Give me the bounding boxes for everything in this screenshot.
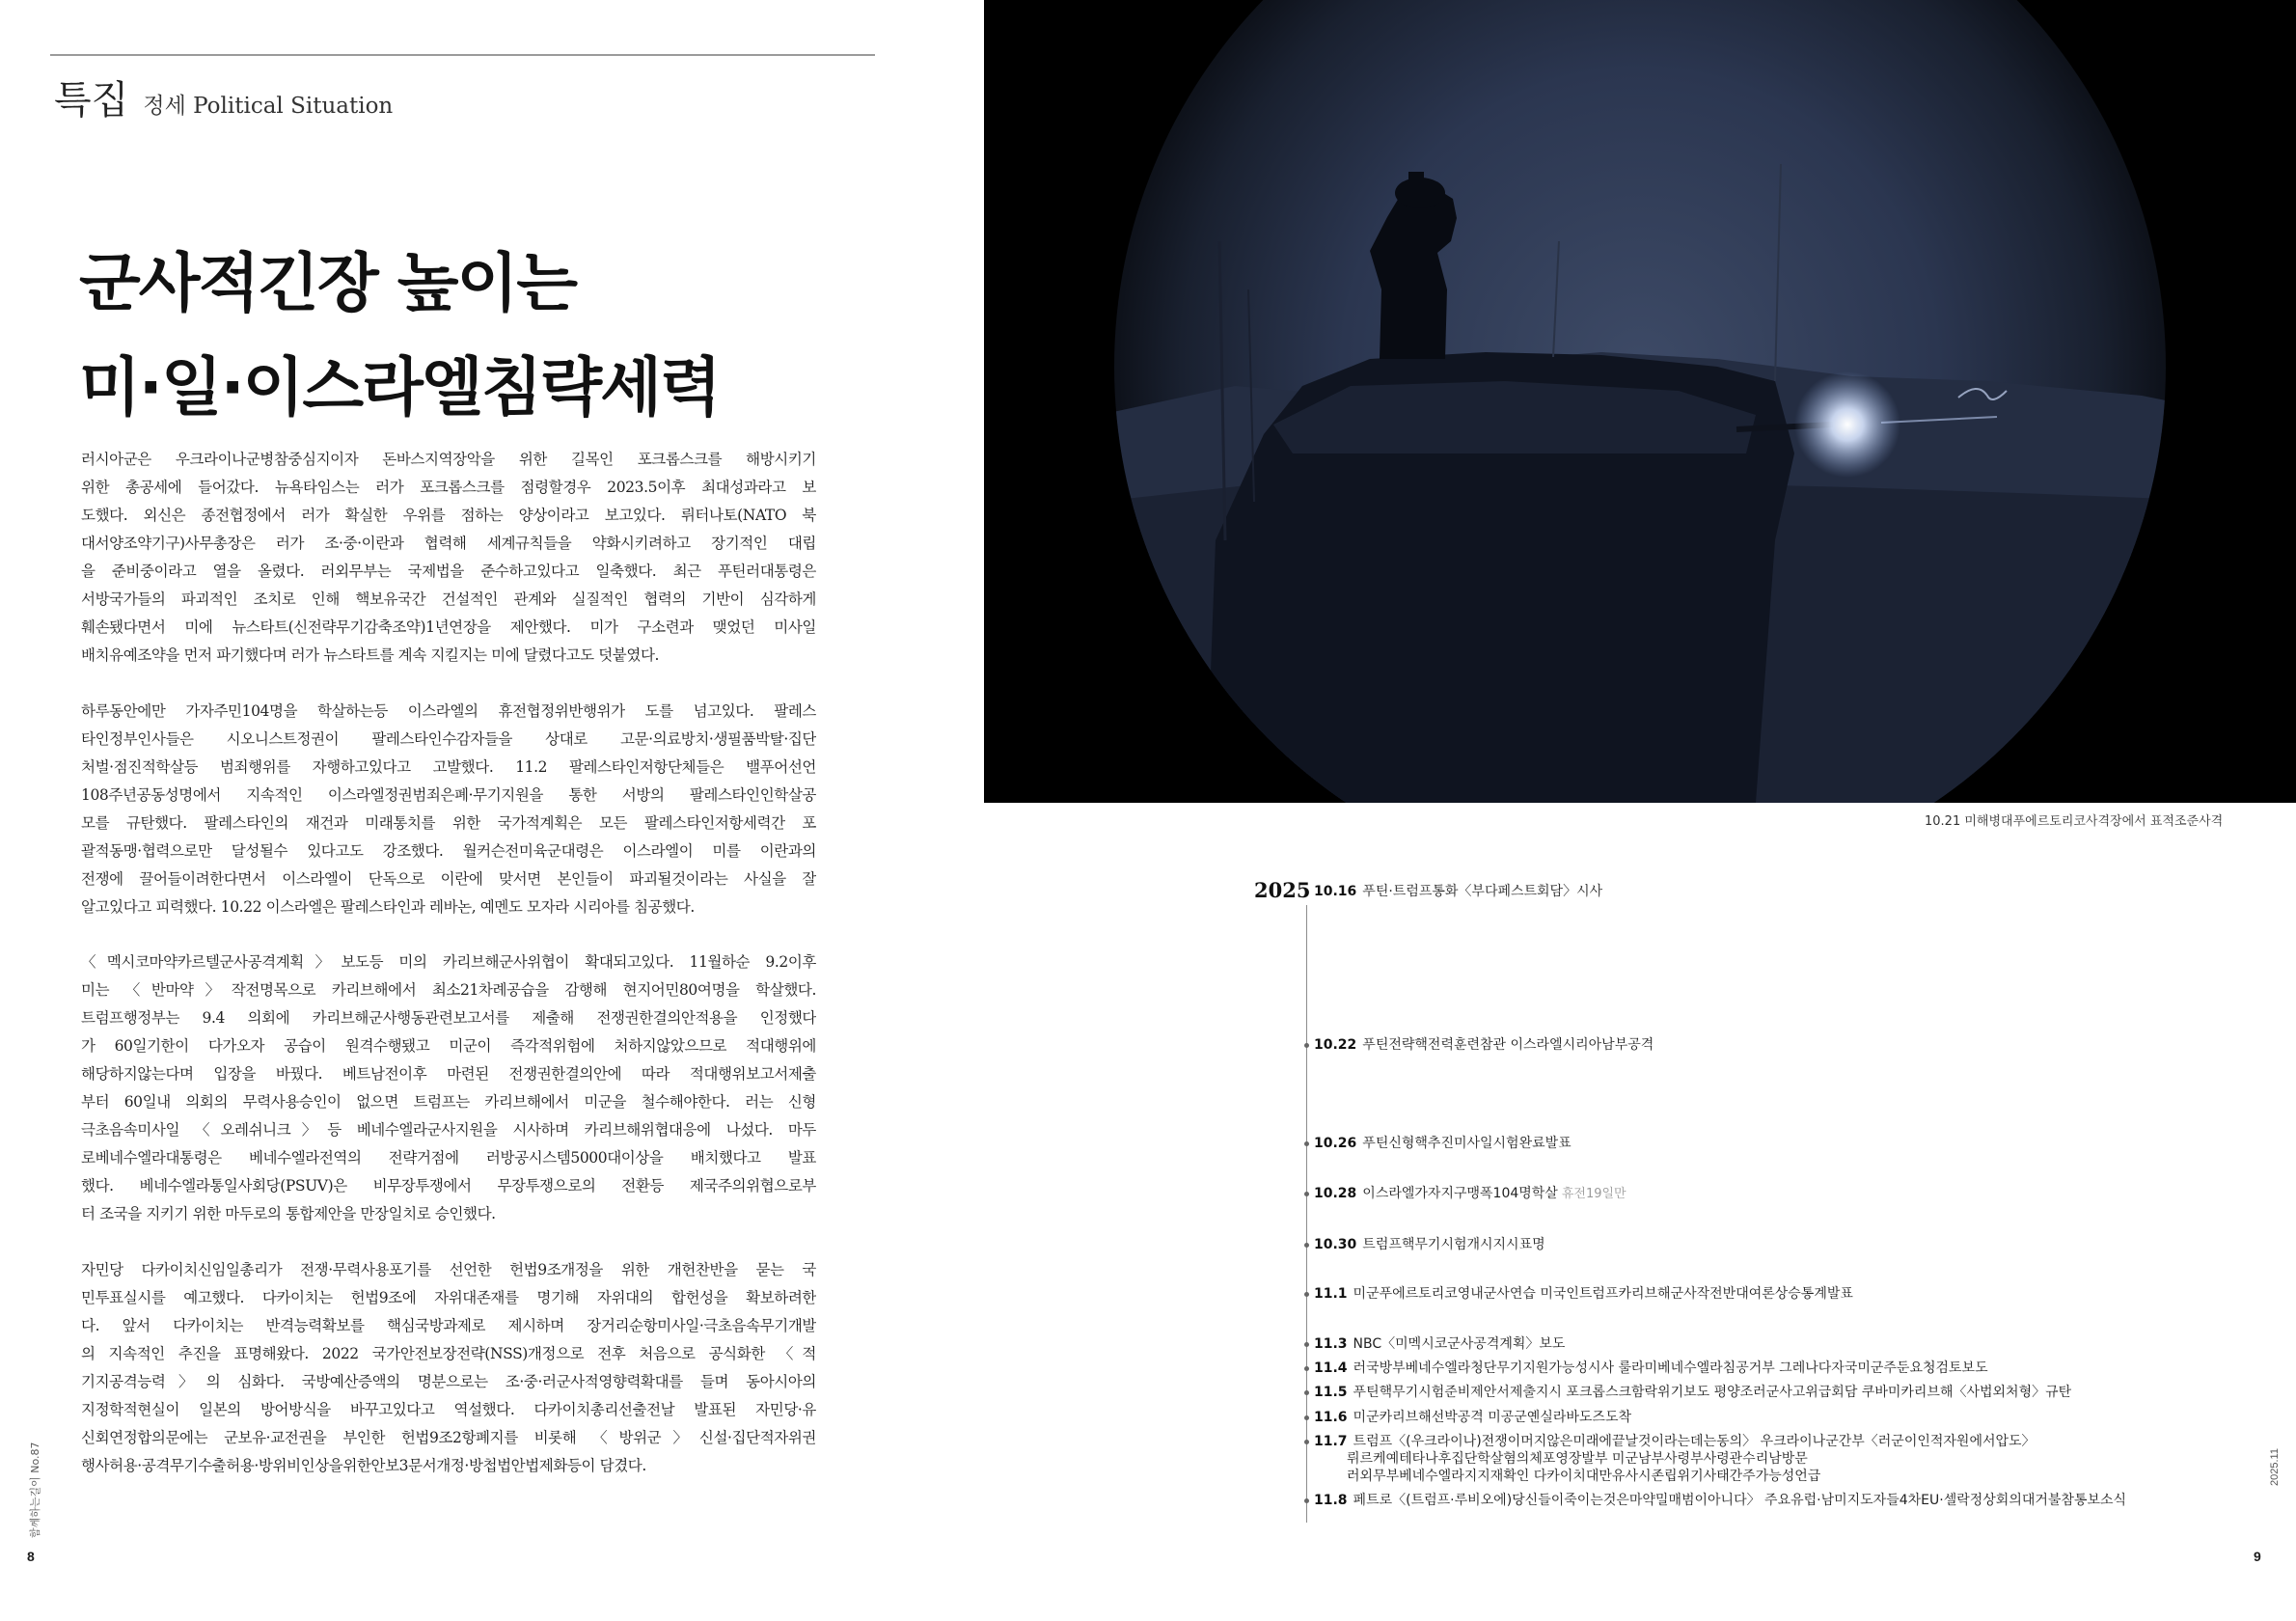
- text-line: 훼손됐다면서 미에 뉴스타트(신전략무기감축조약)1년연장을 제안했다. 미가 구소련과 맺었던 미사일: [81, 618, 816, 636]
- timeline-dot: [1304, 1342, 1309, 1347]
- text-line: 의 지속적인 추진을 표명해왔다. 2022 국가안전보장전략(NSS)개정으로 전후 처음으로 공식화한 〈적: [81, 1344, 816, 1362]
- text-line: 처벌·점진적학살등 범죄행위를 자행하고있다고 고발했다. 11.2 팔레스타인저항단체들은 밸푸어선언: [81, 757, 816, 776]
- text-line: 서방국가들의 파괴적인 조치로 인해 핵보유국간 건설적인 관계와 실질적인 협력의 기반이 심각하게: [81, 591, 816, 608]
- text-line: 미는 〈반마약〉작전명목으로 카리브해에서 최소21차례공습을 감행해 현지어민80여명을 학살했다.: [81, 981, 816, 999]
- text-line: 로베네수엘라대통령은 베네수엘라전역의 전략거점에 러방공시스템5000대이상을 배치했다고 발표: [81, 1149, 816, 1167]
- event-text: 푸틴핵무기시험준비제안서제출지시 포크롭스크함락위기보도 평양조러군사고위급회담 쿠바미카리브해〈사법외처형〉규탄: [1353, 1385, 2072, 1400]
- timeline-year: 2025: [1254, 878, 1311, 902]
- headline-line-2: 미·일·이스라엘침략세력: [79, 350, 720, 425]
- timeline-dot: [1304, 1141, 1309, 1146]
- text-line: 트럼프행정부는 9.4 의회에 카리브해군사행동관련보고서를 제출해 전쟁권한결의안적용을 인정했다: [81, 1009, 816, 1027]
- text-line: 해당하지않는다며 입장을 바꿨다. 베트남전이후 마련된 전쟁권한결의안에 따라 적대행위보고서제출: [81, 1065, 816, 1083]
- text-line: 러시아군은 우크라이나군병참중심지이자 돈바스지역장악을 위한 길목인 포크롭스크를 해방시키기: [81, 451, 816, 468]
- timeline-event: [1314, 1036, 1654, 1054]
- header-rule: [50, 54, 875, 56]
- timeline-dot: [1304, 1390, 1309, 1395]
- event-text: 이스라엘가자지구맹폭104명학살: [1362, 1186, 1558, 1201]
- event-date: 10.28: [1314, 1186, 1357, 1201]
- timeline-dot: [1304, 1498, 1309, 1503]
- timeline-event: [1314, 1335, 1565, 1353]
- spine-label-right: 2025.11: [2269, 1448, 2281, 1486]
- event-date: 10.30: [1314, 1237, 1357, 1252]
- paragraph-2: [81, 698, 816, 921]
- text-line: 극초음속미사일 〈오레쉬니크〉등 베네수엘라군사지원을 시사하며 카리브해위협대응에 나섰다. 마두: [81, 1121, 816, 1139]
- timeline-dot: [1304, 1440, 1309, 1444]
- event-date: 11.3: [1314, 1336, 1348, 1352]
- event-date: 10.26: [1314, 1136, 1357, 1151]
- timeline-event: [1314, 1285, 1853, 1303]
- timeline-event: [1314, 1492, 2126, 1509]
- event-text: 푸틴·트럼프통화〈부다페스트회담〉시사: [1362, 884, 1603, 899]
- event-date: 10.16: [1314, 884, 1357, 899]
- timeline-event: [1314, 1135, 1572, 1152]
- text-line: 모를 규탄했다. 팔레스타인의 재건과 미래통치를 위한 국가적계획은 모든 팔레스타인저항세력간 포: [81, 813, 816, 832]
- timeline-event: [1314, 1409, 1631, 1426]
- timeline-event: [1314, 1360, 1988, 1377]
- timeline-event: [1314, 1185, 1626, 1203]
- text-line: 지정학적현실이 일본의 방어방식을 바꾸고있다고 역설했다. 다카이치총리선출전날 발표된 자민당·유: [81, 1400, 816, 1418]
- text-line: 〈멕시코마약카르텔군사공격계획〉보도등 미의 카리브해군사위협이 확대되고있다. 11월하순 9.2이후: [81, 953, 816, 971]
- photo-illustration: [984, 0, 2296, 803]
- text-line: 자민당 다카이치신임일총리가 전쟁·무력사용포기를 선언한 헌법9조개정을 위한 개헌찬반을 묻는 국: [81, 1260, 816, 1278]
- timeline-event: [1314, 1384, 2071, 1401]
- text-line: 타인정부인사들은 시오니스트정권이 팔레스타인수감자들을 상대로 고문·의료방치·생필품박탈·집단: [81, 729, 816, 748]
- event-date: 10.22: [1314, 1037, 1357, 1053]
- section-subtitle: 정세 Political Situation: [143, 94, 394, 119]
- photo-caption: 10.21 미해병대푸에르토리코사격장에서 표적조준사격: [1925, 814, 2224, 829]
- event-date: 11.4: [1314, 1360, 1348, 1376]
- text-line: 배치유예조약을 먼저 파기했다며 러가 뉴스타트를 계속 지킬지는 미에 달렸다고도 덧붙였다.: [81, 646, 660, 664]
- event-text: NBC〈미멕시코군사공격계획〉보도: [1353, 1336, 1566, 1352]
- event-text: 미군카리브해선박공격 미공군옌실라바도즈도착: [1353, 1410, 1631, 1425]
- timeline-axis: [1306, 905, 1307, 1523]
- event-text: 푸틴전략핵전력훈련참관 이스라엘시리아남부공격: [1362, 1037, 1654, 1053]
- timeline-event: [1314, 883, 1602, 900]
- text-line: 터 조국을 지키기 위한 마두로의 통합제안을 만장일치로 승인했다.: [81, 1205, 496, 1223]
- text-line: 신회연정합의문에는 군보유·교전권을 부인한 헌법9조2항폐지를 비롯해 〈방위군〉신설·집단적자위권: [81, 1428, 816, 1446]
- text-line: 위한 총공세에 들어갔다. 뉴욕타임스는 러가 포크롭스크를 점령할경우 2023.5이후 최대성과라고 보: [81, 479, 816, 496]
- text-line: 민투표실시를 예고했다. 다카이치는 헌법9조에 자위대존재를 명기해 자위대의 합헌성을 확보하려한: [81, 1288, 816, 1306]
- section-title: 특집: [54, 78, 129, 123]
- page-number-left: 8: [27, 1549, 35, 1564]
- paragraph-4: [81, 1256, 816, 1480]
- event-text: 러국방부베네수엘라청단무기지원가능성시사 룰라미베네수엘라침공거부 그레나다자국미군주둔요청검토보도: [1353, 1360, 1988, 1376]
- event-date: 11.7: [1314, 1434, 1348, 1449]
- text-line: 을 준비중이라고 열을 올렸다. 러외무부는 국제법을 준수하고있다고 일축했다. 최근 푸틴러대통령은: [81, 563, 816, 580]
- event-text: 푸틴신형핵추진미사일시험완료발표: [1362, 1136, 1572, 1151]
- text-line: 알고있다고 피력했다. 10.22 이스라엘은 팔레스타인과 레바논, 예멘도 모자라 시리아를 침공했다.: [81, 897, 695, 916]
- paragraph-1: [81, 446, 816, 670]
- text-line: 다. 앞서 다카이치는 반격능력확보를 핵심국방과제로 제시하며 장거리순항미사일·극초음속무기개발: [81, 1316, 816, 1334]
- night-vision-photo: [984, 0, 2296, 803]
- text-line: 부터 60일내 의회의 무력사용승인이 없으면 트럼프는 카리브해에서 미군을 철수해야한다. 러는 신형: [81, 1093, 816, 1111]
- paragraph-3: [81, 948, 816, 1228]
- text-line: 대서양조약기구)사무총장은 러가 조·중·이란과 협력해 세계규칙들을 약화시키려하고 장기적인 대립: [81, 535, 816, 552]
- event-continuation: 러외무부베네수엘라지지재확인 다카이치대만유사시존립위기사태간주가능성언급: [1347, 1469, 1821, 1484]
- event-date: 11.8: [1314, 1493, 1348, 1508]
- text-line: 가 60일기한이 다가오자 공습이 원격수행됐고 미군이 즉각적위험에 처하지않았으므로 적대행위에: [81, 1037, 816, 1055]
- event-note: 휴전19일만: [1561, 1187, 1626, 1201]
- event-text: 미군푸에르토리코영내군사연습 미국인트럼프카리브해군사작전반대여론상승통계발표: [1353, 1286, 1853, 1302]
- text-line: 108주년공동성명에서 지속적인 이스라엘정권범죄은폐·무기지원을 통한 서방의 팔레스타인인학살공: [81, 785, 816, 804]
- text-line: 기지공격능력〉의 심화다. 국방예산증액의 명분으로는 조·중·러군사적영향력확대를 들며 동아시아의: [81, 1372, 816, 1390]
- timeline-dot: [1304, 1292, 1309, 1297]
- event-date: 11.1: [1314, 1286, 1348, 1302]
- text-line: 행사허용·공격무기수출허용·방위비인상을위한안보3문서개정·방첩법안법제화등이 담겼다.: [81, 1456, 646, 1474]
- text-line: 했다. 베네수엘라통일사회당(PSUV)은 비무장투쟁에서 무장투쟁으로의 전환등 제국주의위협으로부: [81, 1177, 816, 1195]
- article-headline: [79, 232, 870, 440]
- event-text: 페트로〈(트럼프·루비오에)당신들이죽이는것은마약밀매범이아니다〉 주요유럽·남미지도자들4차EU·셀락정상회의대거불참통보소식: [1353, 1493, 2127, 1508]
- timeline-dot: [1304, 1366, 1309, 1371]
- event-text: 트럼프핵무기시험개시지시표명: [1362, 1237, 1545, 1252]
- section-header: [54, 69, 393, 124]
- event-date: 11.6: [1314, 1410, 1348, 1425]
- timeline-dot: [1304, 1192, 1309, 1196]
- event-continuation: 뤼르케예테타나후집단학살혐의체포영장발부 미군남부사령부사령관수리남방문: [1347, 1451, 1808, 1467]
- event-text: 트럼프〈(우크라이나)전쟁이머지않은미래에끝날것이라는데는동의〉 우크라이나군간부〈러군이인적자원에서압도〉: [1353, 1434, 2036, 1449]
- headline-line-1: 군사적긴장 높이는: [79, 246, 577, 320]
- text-line: 하루동안에만 가자주민104명을 학살하는등 이스라엘의 휴전협정위반행위가 도를 넘고있다. 팔레스: [81, 701, 816, 720]
- page-number-right: 9: [2254, 1549, 2261, 1564]
- article-body: [81, 446, 816, 1507]
- timeline-dot: [1304, 1415, 1309, 1420]
- event-date: 11.5: [1314, 1385, 1348, 1400]
- timeline-event: [1314, 1236, 1545, 1253]
- spine-label-left: 함께하는길이 No.87: [29, 1442, 41, 1538]
- timeline-dot: [1304, 1243, 1309, 1248]
- timeline-event: [1314, 1433, 2036, 1485]
- text-line: 도했다. 외신은 종전협정에서 러가 확실한 우위를 점하는 양상이라고 보고있다. 뤼터나토(NATO 북: [81, 507, 816, 524]
- text-line: 전쟁에 끌어들이려한다면서 이스라엘이 단독으로 이란에 맞서면 본인들이 파괴될것이라는 사실을 잘: [81, 869, 816, 888]
- text-line: 괄적동맹·협력으로만 달성될수 있다고도 강조했다. 월커슨전미육군대령은 이스라엘이 미를 이란과의: [81, 841, 816, 860]
- timeline-dot: [1304, 1043, 1309, 1048]
